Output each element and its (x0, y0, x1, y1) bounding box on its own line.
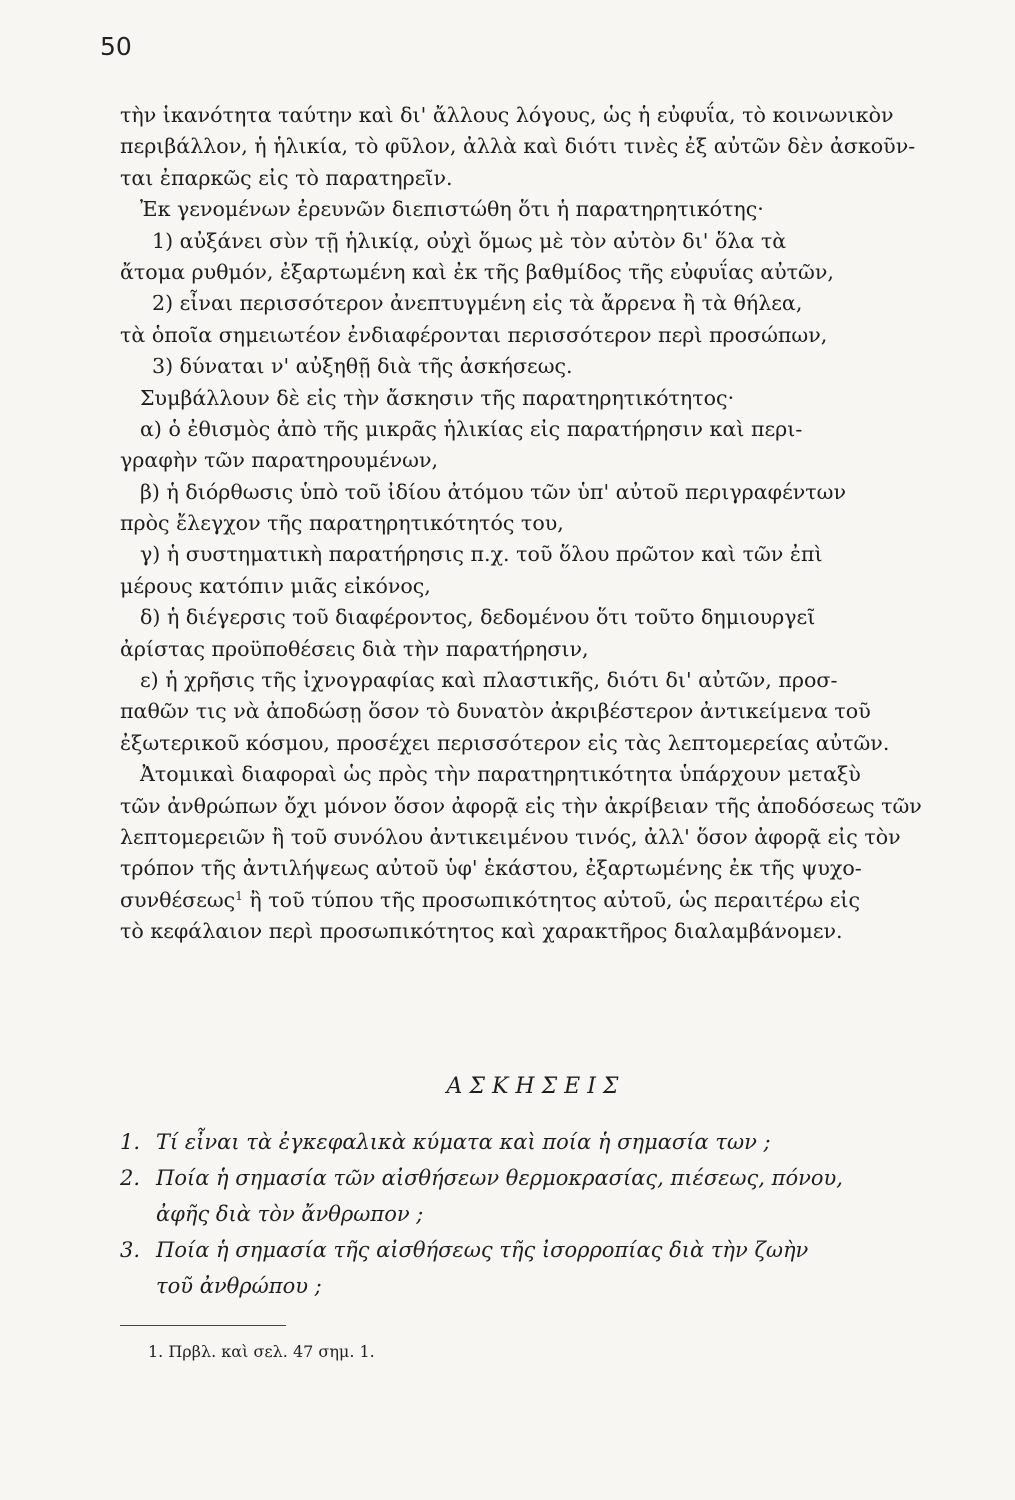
text-line: ε) ἡ χρῆσις τῆς ἰχνογραφίας καὶ πλαστικῆς, διότι δι' αὐτῶν, προσ- (140, 668, 838, 693)
page-number: 50 (100, 32, 132, 61)
exercise-item-continuation: ἀφῆς διὰ τὸν ἄνθρωπον ; (156, 1202, 424, 1226)
text-line: 2) εἶναι περισσότερον ἀνεπτυγμένη εἰς τὰ ἄρρενα ἢ τὰ θήλεα, (152, 291, 803, 316)
text-line: παθῶν τις νὰ ἀποδώσῃ ὅσον τὸ δυνατὸν ἀκριβέστερον ἀντικείμενα τοῦ (120, 699, 871, 724)
text-line: τρόπον τῆς ἀντιλήψεως αὐτοῦ ὑφ' ἑκάστου, ἐξαρτωμένης ἐκ τῆς ψυχο- (120, 856, 862, 881)
text-line: β) ἡ διόρθωσις ὑπὸ τοῦ ἰδίου ἀτόμου τῶν ὑπ' αὐτοῦ περιγραφέντων (140, 479, 846, 504)
footnote: 1. Πρβλ. καὶ σελ. 47 σημ. 1. (148, 1342, 375, 1361)
body-text (120, 100, 952, 948)
exercise-item: 1. Τί εἶναι τὰ ἐγκεφαλικὰ κύματα καὶ ποία ἡ σημασία των ; (120, 1130, 771, 1154)
text-line: λεπτομερειῶν ἢ τοῦ συνόλου ἀντικειμένου τινός, ἀλλ' ὅσον ἀφορᾷ εἰς τὸν (120, 824, 901, 849)
footnote-marker: 1 (235, 888, 243, 903)
text-line: ἀρίστας προϋποθέσεις διὰ τὴν παρατήρησιν, (120, 636, 589, 661)
exercise-list (120, 1124, 952, 1304)
exercise-item-continuation: τοῦ ἀνθρώπου ; (156, 1274, 322, 1298)
text-line: ται ἐπαρκῶς εἰς τὸ παρατηρεῖν. (120, 165, 453, 190)
section-heading: ΑΣΚΗΣΕΙΣ (446, 1074, 626, 1099)
text-line: ἄτομα ρυθμόν, ἐξαρτωμένη καὶ ἐκ τῆς βαθμίδος τῆς εὐφυΐας αὐτῶν, (120, 259, 834, 284)
text-line: Ἀτομικαὶ διαφοραὶ ὡς πρὸς τὴν παρατηρητικότητα ὑπάρχουν μεταξὺ (140, 762, 861, 787)
text-line: 1) αὐξάνει σὺν τῇ ἡλικίᾳ, οὐχὶ ὅμως μὲ τὸν αὐτὸν δι' ὅλα τὰ (152, 228, 787, 253)
exercise-item: 3. Ποία ἡ σημασία τῆς αἰσθήσεως τῆς ἰσορροπίας διὰ τὴν ζωὴν (120, 1238, 809, 1262)
text-line: α) ὁ ἐθισμὸς ἀπὸ τῆς μικρᾶς ἡλικίας εἰς παρατήρησιν καὶ περι- (140, 416, 803, 441)
text-line: δ) ἡ διέγερσις τοῦ διαφέροντος, δεδομένου ὅτι τοῦτο δημιουργεῖ (140, 605, 816, 630)
text-line: τὰ ὁποῖα σημειωτέον ἐνδιαφέρονται περισσότερον περὶ προσώπων, (120, 322, 828, 347)
text-line: γραφὴν τῶν παρατηρουμένων, (120, 448, 439, 473)
text-line: Συμβάλλουν δὲ εἰς τὴν ἄσκησιν τῆς παρατηρητικότητος· (140, 385, 735, 410)
text-line: γ) ἡ συστηματικὴ παρατήρησις π.χ. τοῦ ὅλου πρῶτον καὶ τῶν ἐπὶ (140, 542, 823, 567)
text-line: τὸ κεφάλαιον περὶ προσωπικότητος καὶ χαρακτῆρος διαλαμβάνομεν. (120, 919, 843, 944)
text-line: πρὸς ἔλεγχον τῆς παρατηρητικότητός του, (120, 511, 564, 536)
footnote-divider (120, 1325, 286, 1326)
text-line: τὴν ἱκανότητα ταύτην καὶ δι' ἄλλους λόγους, ὡς ἡ εὐφυΐα, τὸ κοινωνικὸν (120, 103, 894, 127)
text-line: Ἐκ γενομένων ἐρευνῶν διεπιστώθη ὅτι ἡ παρατηρητικότης· (140, 197, 764, 222)
text-line: μέρους κατόπιν μιᾶς εἰκόνος, (120, 573, 431, 598)
exercise-item: 2. Ποία ἡ σημασία τῶν αἰσθήσεων θερμοκρασίας, πιέσεως, πόνου, (120, 1166, 843, 1190)
text-line: συνθέσεως$^1$ ἢ τοῦ τύπου τῆς προσωπικότητος αὐτοῦ, ὡς περαιτέρω εἰς (120, 887, 861, 912)
text-line: τῶν ἀνθρώπων ὄχι μόνον ὅσον ἀφορᾷ εἰς τὴν ἀκρίβειαν τῆς ἀποδόσεως τῶν (120, 793, 922, 818)
text-line: 3) δύναται ν' αὐξηθῇ διὰ τῆς ἀσκήσεως. (152, 354, 573, 379)
text-line: περιβάλλον, ἡ ἡλικία, τὸ φῦλον, ἀλλὰ καὶ διότι τινὲς ἐξ αὐτῶν δὲν ἀσκοῦν- (120, 134, 916, 159)
text-line: ἐξωτερικοῦ κόσμου, προσέχει περισσότερον εἰς τὰς λεπτομερείας αὐτῶν. (120, 730, 890, 755)
